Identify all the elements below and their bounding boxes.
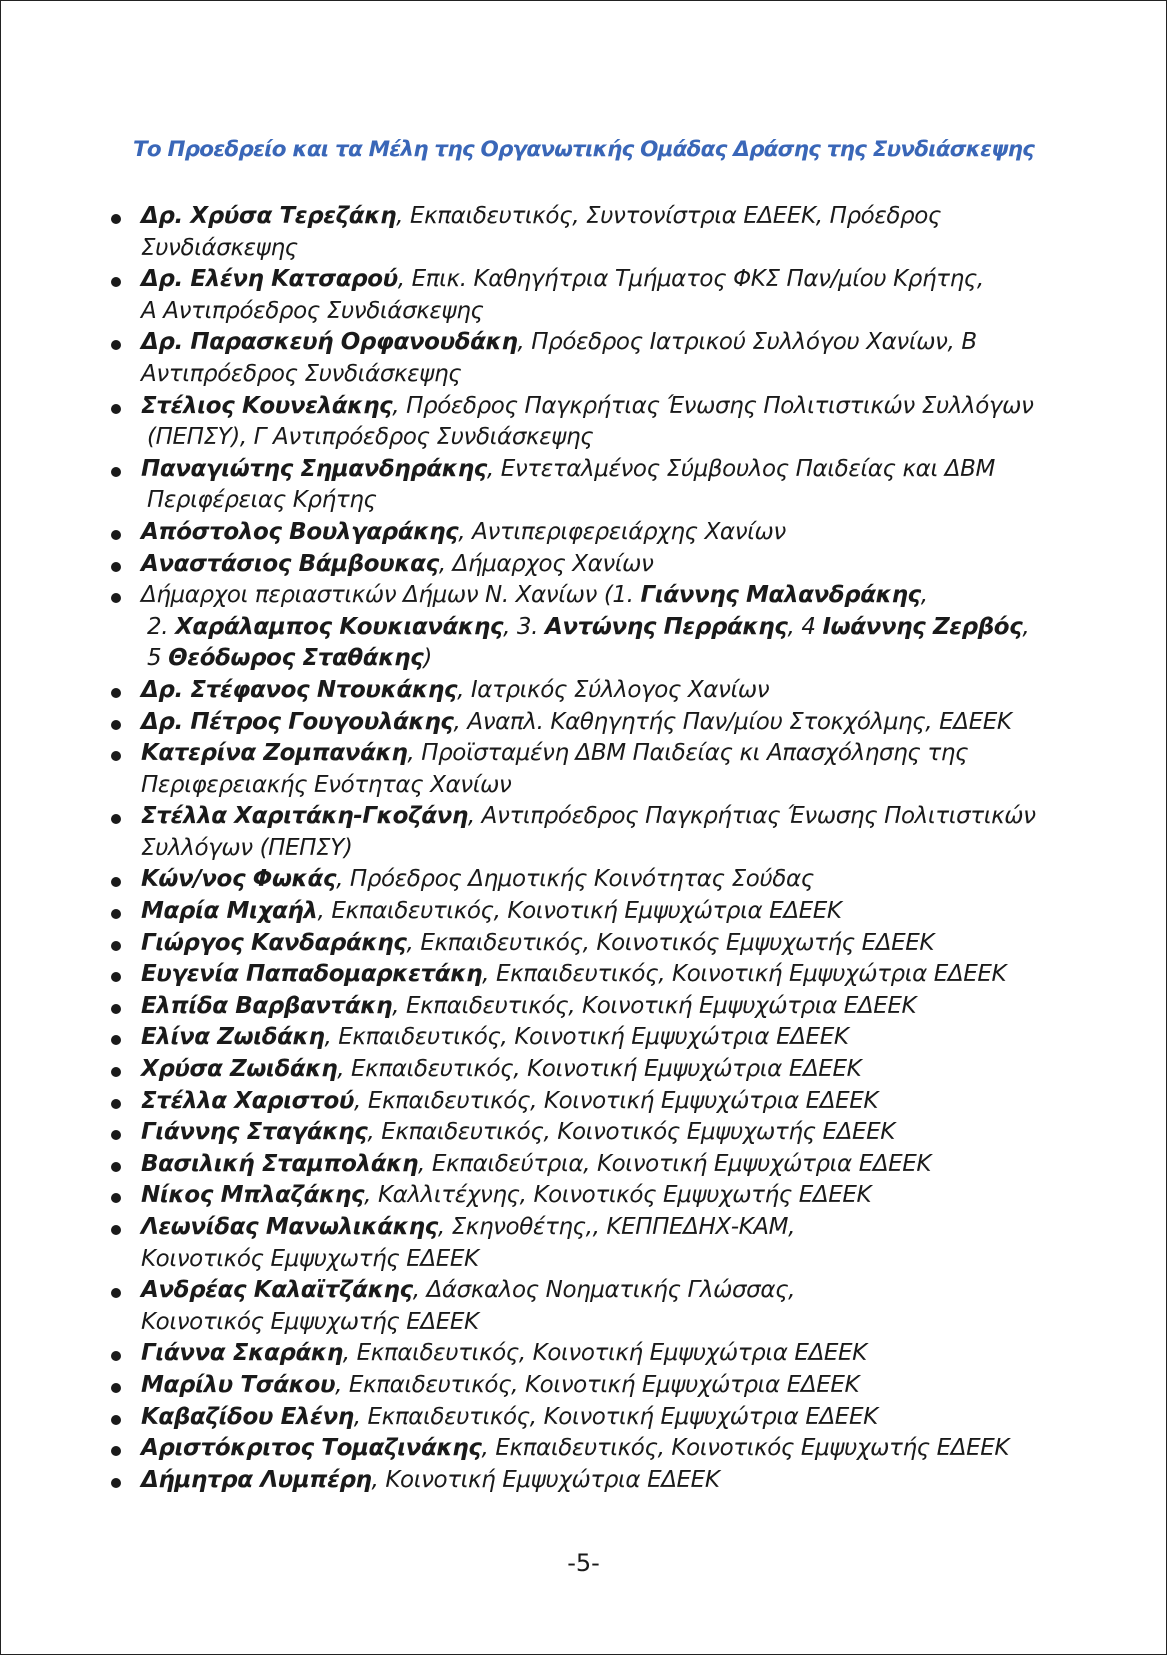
- member-role-cont: Αντιπρόεδρος Συνδιάσκεψης: [141, 360, 462, 387]
- list-number: , 3.: [503, 613, 545, 640]
- member-role: , Εκπαιδευτικός, Κοινοτική Εμψυχώτρια ΕΔΕΕΚ: [482, 961, 1007, 988]
- list-item: [111, 1338, 1031, 1370]
- member-role: , Δάσκαλος Νοηματικής Γλώσσας,: [412, 1277, 796, 1304]
- bullet-icon: [111, 688, 121, 698]
- member-name: Δρ. Παρασκευή Ορφανουδάκη: [141, 329, 518, 356]
- member-role-cont: Περιφερειακής Ενότητας Χανίων: [141, 771, 512, 798]
- member-role: , Σκηνοθέτης,, ΚΕΠΠΕΔΗΧ-ΚΑΜ,: [437, 1214, 795, 1240]
- member-name: Θεόδωρος Σταθάκης: [168, 645, 424, 672]
- list-number: 5: [147, 645, 169, 672]
- member-role: , Καλλιτέχνης, Κοινοτικός Εμψυχωτής ΕΔΕΕΚ: [364, 1182, 872, 1209]
- member-name: Αριστόκριτος Τομαζινάκης: [141, 1435, 482, 1462]
- member-role: , Προϊσταμένη ΔΒΜ Παιδείας κι Απασχόλησης της: [407, 740, 969, 767]
- bullet-icon: [111, 1193, 121, 1203]
- member-role-cont: Συλλόγων (ΠΕΠΣΥ): [141, 834, 353, 861]
- member-name: Γιώργος Κανδαράκης: [141, 929, 407, 956]
- page-number: -5-: [567, 1549, 600, 1577]
- member-name: Κατερίνα Ζομπανάκη: [141, 740, 408, 767]
- page-title: Το Προεδρείο και τα Μέλη της Οργανωτικής Ομάδας Δράσης της Συνδιάσκεψης: [132, 137, 1035, 162]
- bullet-icon: [111, 562, 121, 572]
- member-role: , Ιατρικός Σύλλογος Χανίων: [457, 676, 770, 703]
- member-role: , Εκπαιδευτικός, Κοινοτική Εμψυχώτρια ΕΔΕΕΚ: [354, 1087, 879, 1114]
- list-item: [111, 454, 1031, 517]
- member-name: Δήμητρα Λυμπέρη: [141, 1466, 372, 1493]
- member-name: Ελίνα Ζωιδάκη: [141, 1024, 325, 1051]
- list-item: [111, 864, 1031, 896]
- list-item: [111, 517, 1031, 549]
- list-item: [111, 1402, 1031, 1434]
- member-role: , Εκπαιδευτικός, Κοινοτικός Εμψυχωτής ΕΔΕΕΚ: [367, 1119, 895, 1146]
- bullet-icon: [111, 214, 121, 224]
- bullet-icon: [111, 1162, 121, 1172]
- list-item: [111, 707, 1031, 739]
- member-name: Καβαζίδου Ελένη: [141, 1403, 354, 1430]
- member-role: , Εκπαιδευτικός, Κοινοτική Εμψυχώτρια ΕΔΕΕΚ: [342, 1340, 867, 1367]
- member-name: Γιάννα Σκαράκη: [141, 1340, 343, 1367]
- separator: ): [423, 645, 432, 672]
- bullet-icon: [111, 1351, 121, 1361]
- list-item: [111, 991, 1031, 1023]
- list-item-mayors: [111, 580, 1031, 675]
- member-role: , Αντιπεριφερειάρχης Χανίων: [458, 518, 786, 545]
- member-name: Γιάννης Σταγάκης: [141, 1119, 368, 1146]
- bullet-icon: [111, 720, 121, 730]
- member-role: , Εκπαιδευτικός, Κοινοτικός Εμψυχωτής ΕΔΕΕΚ: [481, 1435, 1010, 1462]
- list-item: [111, 738, 1031, 801]
- member-role: , Κοινοτική Εμψυχώτρια ΕΔΕΕΚ: [371, 1466, 720, 1493]
- list-item: [111, 549, 1031, 581]
- bullet-icon: [111, 1004, 121, 1014]
- mayors-line-2: [141, 614, 1029, 640]
- member-name: Στέλιος Κουνελάκης: [141, 392, 393, 419]
- bullet-icon: [111, 1288, 121, 1298]
- list-item: [111, 959, 1031, 991]
- member-role: , Εκπαιδεύτρια, Κοινοτική Εμψυχώτρια ΕΔΕΕΚ: [418, 1150, 932, 1177]
- member-name: Αναστάσιος Βάμβουκας: [141, 550, 439, 577]
- member-name: Δρ. Πέτρος Γουγουλάκης: [141, 708, 454, 735]
- list-item: [111, 1022, 1031, 1054]
- member-name: Βασιλική Σταμπολάκη: [141, 1150, 419, 1177]
- member-role-cont: (ΠΕΠΣΥ), Γ Αντιπρόεδρος Συνδιάσκεψης: [147, 424, 594, 451]
- member-role: , Εκπαιδευτικός, Κοινοτική Εμψυχώτρια ΕΔΕΕΚ: [317, 898, 842, 925]
- bullet-icon: [111, 277, 121, 287]
- list-item: [111, 928, 1031, 960]
- member-role-cont: Κοινοτικός Εμψυχωτής ΕΔΕΕΚ: [141, 1308, 479, 1335]
- member-name: Δρ. Χρύσα Τερεζάκη: [141, 203, 397, 229]
- member-name: Γιάννης Μαλανδράκης: [640, 582, 921, 609]
- member-name: Ελπίδα Βαρβαντάκη: [141, 992, 393, 1019]
- member-role-cont: Περιφέρειας Κρήτης: [147, 487, 377, 514]
- member-role: , Εκπαιδευτικός, Κοινοτικός Εμψυχωτής ΕΔΕΕΚ: [406, 929, 935, 956]
- bullet-icon: [111, 340, 121, 350]
- bullet-icon: [111, 814, 121, 824]
- mayors-line-3: [141, 645, 432, 671]
- member-role-cont: Συνδιάσκεψης: [141, 234, 298, 261]
- member-name: Χαράλαμπος Κουκιανάκης: [175, 613, 504, 640]
- member-name: Χρύσα Ζωιδάκη: [141, 1056, 338, 1083]
- bullet-icon: [111, 1067, 121, 1077]
- bullet-icon: [111, 593, 121, 603]
- list-item: [111, 1212, 1031, 1275]
- member-name: Νίκος Μπλαζάκης: [141, 1182, 365, 1209]
- member-role: , Αντιπρόεδρος Παγκρήτιας Ένωσης Πολιτιστικών: [467, 803, 1036, 830]
- list-item: [111, 264, 1031, 327]
- bullet-icon: [111, 530, 121, 540]
- member-name: Λεωνίδας Μανωλικάκης: [141, 1214, 438, 1240]
- list-item: [111, 1180, 1031, 1212]
- member-name: Ιωάννης Ζερβός: [822, 613, 1023, 640]
- member-name: Μαρίλυ Τσάκου: [141, 1371, 336, 1398]
- member-role: , Εκπαιδευτικός, Κοινοτική Εμψυχώτρια ΕΔΕΕΚ: [337, 1056, 862, 1083]
- bullet-icon: [111, 404, 121, 414]
- member-role: , Εκπαιδευτικός, Κοινοτική Εμψυχώτρια ΕΔΕΕΚ: [324, 1024, 849, 1051]
- list-item: [111, 327, 1031, 390]
- member-role: , Δήμαρχος Χανίων: [438, 550, 654, 577]
- list-item: [111, 896, 1031, 928]
- member-name: Απόστολος Βουλγαράκης: [141, 518, 459, 545]
- member-role: , Εκπαιδευτικός, Κοινοτική Εμψυχώτρια ΕΔΕΕΚ: [353, 1403, 878, 1430]
- member-name: Στέλλα Χαριστού: [141, 1087, 354, 1114]
- list-item: [111, 801, 1036, 864]
- bullet-icon: [111, 1446, 121, 1456]
- bullet-icon: [111, 1383, 121, 1393]
- list-item: [111, 391, 1034, 454]
- member-name: Δρ. Ελένη Κατσαρού: [141, 266, 398, 293]
- list-item: [111, 1433, 1031, 1465]
- bullet-icon: [111, 1478, 121, 1488]
- bullet-icon: [111, 751, 121, 761]
- separator: ,: [920, 582, 928, 609]
- separator: ,: [1022, 613, 1030, 640]
- list-item: [111, 1465, 1031, 1497]
- member-role: , Εκπαιδευτικός, Κοινοτική Εμψυχώτρια ΕΔΕΕΚ: [335, 1371, 860, 1398]
- bullet-icon: [111, 972, 121, 982]
- list-item: [111, 675, 1031, 707]
- bullet-icon: [111, 1035, 121, 1045]
- member-role: , Εκπαιδευτικός, Κοινοτική Εμψυχώτρια ΕΔΕΕΚ: [392, 992, 917, 1019]
- members-list: [111, 201, 1036, 1496]
- member-name: Στέλλα Χαριτάκη-Γκοζάνη: [141, 803, 468, 830]
- bullet-icon: [111, 1415, 121, 1425]
- list-item: [111, 1370, 1031, 1402]
- bullet-icon: [111, 941, 121, 951]
- bullet-icon: [111, 467, 121, 477]
- member-name: Δρ. Στέφανος Ντουκάκης: [141, 676, 458, 703]
- member-name: Ευγενία Παπαδομαρκετάκη: [141, 961, 483, 988]
- member-role: , Πρόεδρος Ιατρικού Συλλόγου Χανίων, Β: [517, 329, 977, 356]
- member-role: , Αναπλ. Καθηγητής Παν/μίου Στοκχόλμης, ΕΔΕΕΚ: [453, 708, 1012, 735]
- bullet-icon: [111, 1130, 121, 1140]
- bullet-icon: [111, 877, 121, 887]
- list-item: [111, 1117, 1031, 1149]
- bullet-icon: [111, 909, 121, 919]
- member-name: Κών/νος Φωκάς: [141, 866, 337, 893]
- member-role: , Εκπαιδευτικός, Συντονίστρια ΕΔΕΕΚ, Πρόεδρος: [396, 203, 942, 229]
- member-role: , Επικ. Καθηγήτρια Τμήματος ΦΚΣ Παν/μίου Κρήτης,: [397, 266, 984, 293]
- member-role: , Πρόεδρος Παγκρήτιας Ένωσης Πολιτιστικών Συλλόγων: [392, 392, 1034, 419]
- list-item: [111, 1275, 1031, 1338]
- bullet-icon: [111, 1099, 121, 1109]
- member-name: Αντώνης Περράκης: [544, 613, 788, 640]
- mayors-intro: Δήμαρχοι περιαστικών Δήμων Ν. Χανίων (1.: [141, 582, 641, 609]
- member-name: Παναγιώτης Σημανδηράκης: [141, 455, 487, 482]
- member-role-cont: Α Αντιπρόεδρος Συνδιάσκεψης: [141, 297, 484, 324]
- list-item: [111, 1086, 1031, 1118]
- list-number: 2.: [147, 613, 176, 640]
- bullet-icon: [111, 1225, 121, 1235]
- member-role: , Εντεταλμένος Σύμβουλος Παιδείας και ΔΒΜ: [486, 455, 995, 482]
- member-role: , Πρόεδρος Δημοτικής Κοινότητας Σούδας: [336, 866, 814, 893]
- list-number: , 4: [787, 613, 823, 640]
- member-name: Ανδρέας Καλαϊτζάκης: [141, 1277, 413, 1304]
- member-name: Μαρία Μιχαήλ: [141, 898, 318, 925]
- member-role-cont: Κοινοτικός Εμψυχωτής ΕΔΕΕΚ: [141, 1245, 479, 1272]
- list-item: [111, 1149, 1031, 1181]
- list-item: [111, 1054, 1031, 1086]
- list-item: [111, 201, 1031, 264]
